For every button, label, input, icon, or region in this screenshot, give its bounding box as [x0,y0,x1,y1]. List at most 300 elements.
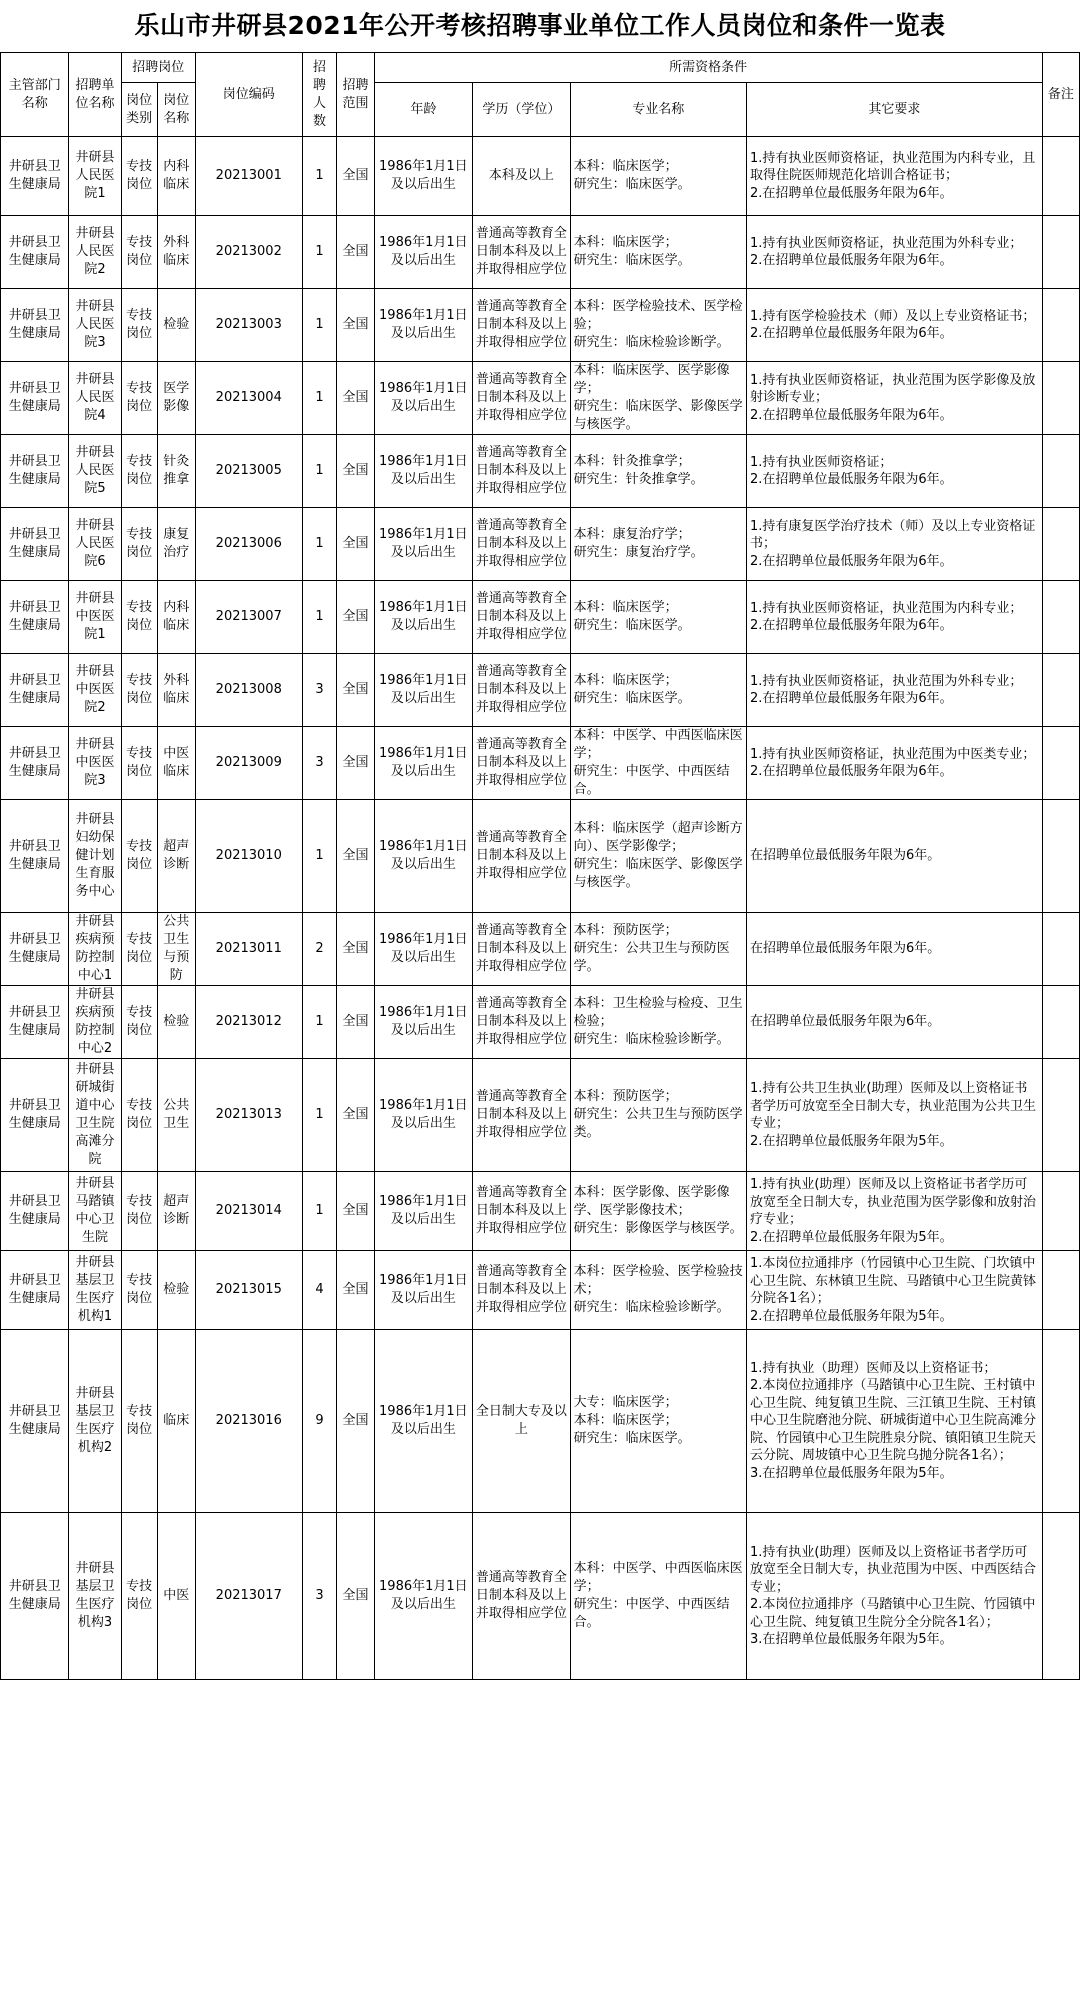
row-post-type-cell: 专技岗位 [121,1513,157,1680]
row-edu-cell: 普通高等教育全日制本科及以上并取得相应学位 [473,727,570,800]
row-major-cell-line: 本科：卫生检验与检疫、卫生检验； [573,996,743,1029]
row-major-cell [570,986,746,1059]
row-major-cell-line: 研究生：公共卫生与预防医学类。 [573,1107,743,1140]
row-code-cell: 20213002 [195,216,302,289]
row-post-type-cell: 专技岗位 [121,1172,157,1251]
row-dept-cell: 井研县卫生健康局 [1,1059,69,1172]
row-dept-cell: 井研县卫生健康局 [1,216,69,289]
row-dept-cell: 井研县卫生健康局 [1,1172,69,1251]
row-major-cell [570,1172,746,1251]
row-edu-cell: 普通高等教育全日制本科及以上并取得相应学位 [473,800,570,913]
row-edu-cell: 普通高等教育全日制本科及以上并取得相应学位 [473,1059,570,1172]
row-scope-cell: 全国 [337,1059,374,1172]
row-other-cell [746,1330,1042,1513]
row-post-type-cell: 专技岗位 [121,1059,157,1172]
row-age-cell: 1986年1月1日及以后出生 [374,1172,473,1251]
row-other-cell-line: 1.持有执业(助理）医师及以上资格证书者学历可放宽至全日制大专，执业范围为中医、中西医结合专业； [749,1544,1036,1595]
row-other-cell-line: 1.持有执业医师资格证，执业范围为内科专业，且取得住院医师规范化培训合格证书； [749,150,1036,184]
row-age-cell: 1986年1月1日及以后出生 [374,1251,473,1330]
row-code-cell: 20213012 [195,986,302,1059]
row-scope-cell: 全国 [337,1172,374,1251]
row-major-cell [570,581,746,654]
row-count-cell: 4 [302,1251,337,1330]
table-row [1,727,1080,800]
header-code: 岗位编码 [195,53,302,137]
header-other: 其它要求 [746,83,1042,137]
row-major-cell-line: 本科：临床医学、医学影像学； [573,363,730,396]
row-post-name-cell: 检验 [157,1251,195,1330]
row-other-cell-line: 1.本岗位拉通排序（竹园镇中心卫生院、门坎镇中心卫生院、东林镇卫生院、马踏镇中心卫生院黄钵分院各1名）； [749,1256,1036,1306]
row-major-cell-line: 本科：临床医学； [573,159,678,174]
row-major-cell-line: 研究生：针灸推拿学。 [573,472,704,487]
row-edu-cell: 普通高等教育全日制本科及以上并取得相应学位 [473,654,570,727]
row-post-type-cell: 专技岗位 [121,800,157,913]
row-major-cell [570,1513,746,1680]
row-post-name-cell: 内科临床 [157,137,195,216]
row-post-type-cell: 专技岗位 [121,508,157,581]
table-row [1,362,1080,435]
row-code-cell: 20213014 [195,1172,302,1251]
row-dept-cell: 井研县卫生健康局 [1,362,69,435]
row-remark-cell [1042,1059,1079,1172]
row-edu-cell: 普通高等教育全日制本科及以上并取得相应学位 [473,362,570,435]
row-other-cell [746,362,1042,435]
row-count-cell: 1 [302,986,337,1059]
row-other-cell-line: 2.在招聘单位最低服务年限为5年。 [749,1133,953,1149]
row-other-cell-line: 2.在招聘单位最低服务年限为6年。 [749,326,953,341]
row-other-cell-line: 2.在招聘单位最低服务年限为5年。 [749,1308,953,1324]
row-edu-cell: 普通高等教育全日制本科及以上并取得相应学位 [473,1513,570,1680]
row-code-cell: 20213013 [195,1059,302,1172]
recruitment-table [0,52,1080,1680]
row-other-cell-line: 3.在招聘单位最低服务年限为5年。 [749,1465,953,1481]
row-remark-cell [1042,1172,1079,1251]
row-remark-cell [1042,1513,1079,1680]
table-row [1,137,1080,216]
row-count-cell: 1 [302,581,337,654]
row-age-cell: 1986年1月1日及以后出生 [374,1330,473,1513]
row-major-cell [570,289,746,362]
row-other-cell-line: 在招聘单位最低服务年限为6年。 [749,848,941,864]
row-unit-cell: 井研县人民医院1 [69,137,121,216]
row-major-cell [570,913,746,986]
row-age-cell: 1986年1月1日及以后出生 [374,986,473,1059]
row-major-cell-line: 研究生：临床医学。 [573,691,691,706]
row-edu-cell: 普通高等教育全日制本科及以上并取得相应学位 [473,508,570,581]
table-row [1,1251,1080,1330]
row-scope-cell: 全国 [337,1251,374,1330]
row-major-cell-line: 研究生：中医学、中西医结合。 [573,764,730,797]
row-other-cell [746,1059,1042,1172]
row-count-cell: 2 [302,913,337,986]
row-other-cell-line: 2.在招聘单位最低服务年限为6年。 [749,618,953,633]
header-dept: 主管部门名称 [1,53,69,137]
row-major-cell-line: 研究生：临床医学、影像医学与核医学。 [573,399,743,432]
row-other-cell-line: 1.持有康复医学治疗技术（师）及以上专业资格证书； [749,518,1036,552]
row-age-cell: 1986年1月1日及以后出生 [374,913,473,986]
row-major-cell-line: 本科：预防医学； [573,923,678,938]
row-remark-cell [1042,986,1079,1059]
row-unit-cell: 井研县妇幼保健计划生育服务中心 [69,800,121,913]
row-other-cell [746,137,1042,216]
row-count-cell: 1 [302,508,337,581]
row-major-cell-line: 研究生：临床检验诊断学。 [573,335,730,350]
header-post-group: 招聘岗位 [121,53,195,83]
row-edu-cell: 普通高等教育全日制本科及以上并取得相应学位 [473,581,570,654]
row-major-cell-line: 本科：医学影像、医学影像学、医学影像技术； [573,1185,730,1218]
row-post-name-cell: 外科临床 [157,216,195,289]
row-other-cell [746,435,1042,508]
row-code-cell: 20213005 [195,435,302,508]
row-scope-cell: 全国 [337,216,374,289]
row-count-cell: 1 [302,435,337,508]
row-age-cell: 1986年1月1日及以后出生 [374,581,473,654]
row-dept-cell: 井研县卫生健康局 [1,1251,69,1330]
row-other-cell-line: 1.持有执业医师资格证； [749,454,893,470]
row-post-type-cell: 专技岗位 [121,435,157,508]
row-post-name-cell: 医学影像 [157,362,195,435]
header-major: 专业名称 [570,83,746,137]
row-major-cell-line: 研究生：中医学、中西医结合。 [573,1597,730,1630]
row-post-name-cell: 临床 [157,1330,195,1513]
row-other-cell [746,1251,1042,1330]
row-unit-cell: 井研县人民医院4 [69,362,121,435]
row-post-name-cell: 针灸推拿 [157,435,195,508]
row-dept-cell: 井研县卫生健康局 [1,508,69,581]
row-scope-cell: 全国 [337,508,374,581]
row-remark-cell [1042,216,1079,289]
row-other-cell-line: 2.在招聘单位最低服务年限为5年。 [749,1229,953,1245]
row-major-cell-line: 研究生：公共卫生与预防医学。 [573,941,730,974]
row-remark-cell [1042,137,1079,216]
row-major-cell [570,137,746,216]
row-code-cell: 20213004 [195,362,302,435]
row-dept-cell: 井研县卫生健康局 [1,800,69,913]
table-row [1,800,1080,913]
row-code-cell: 20213008 [195,654,302,727]
row-other-cell [746,1513,1042,1680]
row-other-cell-line: 1.持有医学检验技术（师）及以上专业资格证书； [749,308,1036,324]
row-unit-cell: 井研县人民医院3 [69,289,121,362]
row-major-cell-line: 研究生：临床医学、影像医学与核医学。 [573,857,743,890]
row-remark-cell [1042,727,1079,800]
row-edu-cell: 普通高等教育全日制本科及以上并取得相应学位 [473,913,570,986]
row-age-cell: 1986年1月1日及以后出生 [374,289,473,362]
row-other-cell [746,913,1042,986]
row-count-cell: 1 [302,362,337,435]
row-major-cell-line: 研究生：临床医学。 [573,177,691,192]
header-remark: 备注 [1042,53,1079,137]
row-major-cell [570,1251,746,1330]
row-other-cell-line: 2.在招聘单位最低服务年限为6年。 [749,764,953,779]
row-other-cell-line: 2.在招聘单位最低服务年限为6年。 [749,553,953,569]
row-count-cell: 3 [302,654,337,727]
row-age-cell: 1986年1月1日及以后出生 [374,362,473,435]
row-unit-cell: 井研县中医医院2 [69,654,121,727]
row-dept-cell: 井研县卫生健康局 [1,654,69,727]
row-other-cell [746,654,1042,727]
table-row [1,508,1080,581]
row-scope-cell: 全国 [337,913,374,986]
row-major-cell [570,727,746,800]
row-major-cell-line: 本科：临床医学； [573,1413,678,1428]
table-row [1,1059,1080,1172]
row-code-cell: 20213016 [195,1330,302,1513]
row-post-name-cell: 超声诊断 [157,1172,195,1251]
row-major-cell-line: 本科：中医学、中西医临床医学； [573,728,743,761]
row-major-cell-line: 研究生：临床医学。 [573,618,691,633]
row-post-type-cell: 专技岗位 [121,137,157,216]
row-major-cell [570,216,746,289]
row-age-cell: 1986年1月1日及以后出生 [374,1059,473,1172]
header-age: 年龄 [374,83,473,137]
row-unit-cell: 井研县人民医院2 [69,216,121,289]
row-unit-cell: 井研县中医医院1 [69,581,121,654]
row-other-cell-line: 2.在招聘单位最低服务年限为6年。 [749,691,953,706]
row-code-cell: 20213011 [195,913,302,986]
row-other-cell [746,508,1042,581]
row-scope-cell: 全国 [337,137,374,216]
row-major-cell-line: 本科：临床医学； [573,673,678,688]
row-post-type-cell: 专技岗位 [121,1330,157,1513]
row-remark-cell [1042,800,1079,913]
row-other-cell-line: 1.持有公共卫生执业(助理）医师及以上资格证书者学历可放宽至全日制大专，执业范围为公共卫生专业； [749,1081,1036,1131]
header-edu: 学历（学位） [473,83,570,137]
row-post-type-cell: 专技岗位 [121,654,157,727]
row-dept-cell: 井研县卫生健康局 [1,435,69,508]
table-row [1,1330,1080,1513]
row-major-cell-line: 本科：中医学、中西医临床医学； [573,1561,743,1594]
row-major-cell-line: 大专：临床医学； [573,1395,678,1410]
row-edu-cell: 普通高等教育全日制本科及以上并取得相应学位 [473,216,570,289]
row-dept-cell: 井研县卫生健康局 [1,986,69,1059]
row-scope-cell: 全国 [337,727,374,800]
row-major-cell [570,362,746,435]
row-major-cell [570,1059,746,1172]
document-title: 乐山市井研县2021年公开考核招聘事业单位工作人员岗位和条件一览表 [134,11,946,40]
row-age-cell: 1986年1月1日及以后出生 [374,508,473,581]
row-other-cell [746,581,1042,654]
row-age-cell: 1986年1月1日及以后出生 [374,137,473,216]
row-code-cell: 20213001 [195,137,302,216]
header-scope: 招聘范围 [337,53,374,137]
row-other-cell-line: 2.在招聘单位最低服务年限为6年。 [749,472,953,487]
row-age-cell: 1986年1月1日及以后出生 [374,1513,473,1680]
row-dept-cell: 井研县卫生健康局 [1,727,69,800]
row-post-name-cell: 外科临床 [157,654,195,727]
row-post-type-cell: 专技岗位 [121,216,157,289]
row-remark-cell [1042,1330,1079,1513]
row-major-cell [570,1330,746,1513]
row-remark-cell [1042,1251,1079,1330]
row-edu-cell: 普通高等教育全日制本科及以上并取得相应学位 [473,289,570,362]
table-body [1,137,1080,1680]
row-post-name-cell: 检验 [157,289,195,362]
row-dept-cell: 井研县卫生健康局 [1,913,69,986]
row-dept-cell: 井研县卫生健康局 [1,289,69,362]
header-count: 招聘人数 [302,53,337,137]
row-post-name-cell: 公共卫生 [157,1059,195,1172]
row-major-cell-line: 本科：医学检验技术、医学检验； [573,299,743,332]
row-post-name-cell: 中医临床 [157,727,195,800]
table-row [1,216,1080,289]
row-edu-cell: 普通高等教育全日制本科及以上并取得相应学位 [473,435,570,508]
row-major-cell-line: 本科：预防医学； [573,1089,678,1104]
row-count-cell: 1 [302,289,337,362]
row-other-cell-line: 2.在招聘单位最低服务年限为6年。 [749,407,953,423]
row-dept-cell: 井研县卫生健康局 [1,1330,69,1513]
row-major-cell-line: 研究生：临床医学。 [573,1431,691,1446]
row-major-cell-line: 研究生：康复治疗学。 [573,545,704,560]
row-other-cell-line: 2.本岗位拉通排序（马踏镇中心卫生院、竹园镇中心卫生院、纯复镇卫生院分全分院各1名）； [749,1597,1036,1630]
table-row [1,986,1080,1059]
row-other-cell [746,1172,1042,1251]
row-scope-cell: 全国 [337,435,374,508]
row-major-cell [570,654,746,727]
row-scope-cell: 全国 [337,1330,374,1513]
row-other-cell-line: 2.在招聘单位最低服务年限为6年。 [749,253,953,268]
row-count-cell: 1 [302,216,337,289]
row-dept-cell: 井研县卫生健康局 [1,581,69,654]
row-count-cell: 1 [302,137,337,216]
row-major-cell [570,800,746,913]
row-remark-cell [1042,289,1079,362]
row-edu-cell: 本科及以上 [473,137,570,216]
row-other-cell-line: 在招聘单位最低服务年限为6年。 [749,1014,941,1030]
row-other-cell-line: 1.持有执业医师资格证，执业范围为内科专业； [749,600,1023,616]
row-post-name-cell: 康复治疗 [157,508,195,581]
header-post-type: 岗位类别 [121,83,157,137]
row-edu-cell: 普通高等教育全日制本科及以上并取得相应学位 [473,986,570,1059]
row-other-cell [746,289,1042,362]
row-post-name-cell: 超声诊断 [157,800,195,913]
row-other-cell-line: 1.持有执业医师资格证，执业范围为外科专业； [749,673,1023,689]
row-scope-cell: 全国 [337,581,374,654]
row-remark-cell [1042,508,1079,581]
row-major-cell-line: 研究生：临床医学。 [573,253,691,268]
table-row [1,1172,1080,1251]
row-count-cell: 9 [302,1330,337,1513]
row-unit-cell: 井研县人民医院6 [69,508,121,581]
row-unit-cell: 井研县基层卫生医疗机构1 [69,1251,121,1330]
row-other-cell-line: 1.持有执业(助理）医师及以上资格证书者学历可放宽至全日制大专，执业范围为医学影像和放射治疗专业； [749,1177,1036,1227]
row-unit-cell: 井研县疾病预防控制中心2 [69,986,121,1059]
row-post-type-cell: 专技岗位 [121,1251,157,1330]
row-major-cell-line: 研究生：临床检验诊断学。 [573,1032,730,1047]
row-other-cell-line: 在招聘单位最低服务年限为6年。 [749,941,941,957]
row-post-type-cell: 专技岗位 [121,289,157,362]
row-scope-cell: 全国 [337,986,374,1059]
row-major-cell [570,508,746,581]
row-unit-cell: 井研县马踏镇中心卫生院 [69,1172,121,1251]
row-other-cell-line: 1.持有执业医师资格证，执业范围为中医类专业； [749,746,1036,762]
row-code-cell: 20213009 [195,727,302,800]
row-dept-cell: 井研县卫生健康局 [1,1513,69,1680]
row-scope-cell: 全国 [337,654,374,727]
row-code-cell: 20213017 [195,1513,302,1680]
row-post-name-cell: 检验 [157,986,195,1059]
row-scope-cell: 全国 [337,800,374,913]
row-major-cell-line: 本科：医学检验、医学检验技术； [573,1264,743,1297]
row-count-cell: 1 [302,1172,337,1251]
row-other-cell-line: 3.在招聘单位最低服务年限为5年。 [749,1632,953,1647]
row-unit-cell: 井研县基层卫生医疗机构3 [69,1513,121,1680]
row-unit-cell: 井研县疾病预防控制中心1 [69,913,121,986]
row-unit-cell: 井研县研城街道中心卫生院高滩分院 [69,1059,121,1172]
row-code-cell: 20213007 [195,581,302,654]
row-other-cell [746,216,1042,289]
header-unit: 招聘单位名称 [69,53,121,137]
row-code-cell: 20213015 [195,1251,302,1330]
row-scope-cell: 全国 [337,289,374,362]
row-post-type-cell: 专技岗位 [121,581,157,654]
row-age-cell: 1986年1月1日及以后出生 [374,654,473,727]
row-count-cell: 1 [302,1059,337,1172]
row-post-name-cell: 内科临床 [157,581,195,654]
row-major-cell-line: 本科：康复治疗学； [573,527,691,542]
row-remark-cell [1042,362,1079,435]
row-unit-cell: 井研县人民医院5 [69,435,121,508]
row-other-cell-line: 1.持有执业医师资格证，执业范围为医学影像及放射诊断专业； [749,372,1036,406]
row-code-cell: 20213003 [195,289,302,362]
row-other-cell [746,800,1042,913]
row-count-cell: 3 [302,1513,337,1680]
row-major-cell-line: 研究生：临床检验诊断学。 [573,1300,730,1315]
header-qual-group: 所需资格条件 [374,53,1042,83]
table-row [1,1513,1080,1680]
row-age-cell: 1986年1月1日及以后出生 [374,800,473,913]
row-other-cell-line: 1.持有执业医师资格证，执业范围为外科专业； [749,235,1023,251]
row-remark-cell [1042,654,1079,727]
row-other-cell-line: 2.本岗位拉通排序（马踏镇中心卫生院、王村镇中心卫生院、纯复镇卫生院、三江镇卫生院、王村镇中心卫生院磨池分院、研城街道中心卫生院高滩分院、竹园镇中心卫生院胜泉分院、镇阳镇卫生院天云分院、周坡镇中心卫生院乌抛分院各1名）； [749,1378,1036,1464]
row-major-cell-line: 本科：临床医学； [573,235,678,250]
row-edu-cell: 普通高等教育全日制本科及以上并取得相应学位 [473,1172,570,1251]
row-age-cell: 1986年1月1日及以后出生 [374,216,473,289]
row-age-cell: 1986年1月1日及以后出生 [374,435,473,508]
table-row [1,435,1080,508]
header-post-name: 岗位名称 [157,83,195,137]
row-scope-cell: 全国 [337,362,374,435]
row-post-type-cell: 专技岗位 [121,913,157,986]
row-remark-cell [1042,581,1079,654]
row-other-cell-line: 2.在招聘单位最低服务年限为6年。 [749,185,953,201]
row-major-cell-line: 本科：针灸推拿学； [573,454,691,469]
row-post-type-cell: 专技岗位 [121,727,157,800]
row-remark-cell [1042,435,1079,508]
row-post-name-cell: 公共卫生与预防 [157,913,195,986]
row-count-cell: 3 [302,727,337,800]
row-major-cell-line: 本科：临床医学（超声诊断方向）、医学影像学； [573,821,743,854]
table-row [1,581,1080,654]
row-edu-cell: 全日制大专及以上 [473,1330,570,1513]
row-unit-cell: 井研县中医医院3 [69,727,121,800]
row-remark-cell [1042,913,1079,986]
row-count-cell: 1 [302,800,337,913]
row-age-cell: 1986年1月1日及以后出生 [374,727,473,800]
row-code-cell: 20213006 [195,508,302,581]
row-major-cell [570,435,746,508]
row-unit-cell: 井研县基层卫生医疗机构2 [69,1330,121,1513]
table-row [1,289,1080,362]
row-edu-cell: 普通高等教育全日制本科及以上并取得相应学位 [473,1251,570,1330]
table-row [1,913,1080,986]
table-row [1,654,1080,727]
row-major-cell-line: 本科：临床医学； [573,600,678,615]
row-scope-cell: 全国 [337,1513,374,1680]
row-major-cell-line: 研究生：影像医学与核医学。 [573,1221,743,1236]
row-post-type-cell: 专技岗位 [121,362,157,435]
row-other-cell-line: 1.持有执业（助理）医师及以上资格证书； [749,1360,997,1376]
